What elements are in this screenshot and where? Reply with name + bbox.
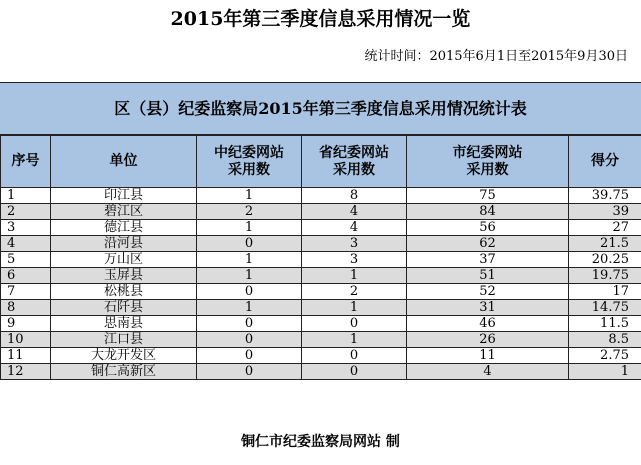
- cell-city[interactable]: 46: [407, 316, 569, 332]
- table-header-row: [1, 136, 641, 188]
- header-city[interactable]: [407, 136, 569, 188]
- header-central-line2: 采用数: [228, 161, 270, 178]
- cell-central[interactable]: 1: [197, 252, 302, 268]
- table-row: [1, 300, 641, 316]
- table-row: [1, 204, 641, 220]
- cell-city[interactable]: 62: [407, 236, 569, 252]
- cell-unit[interactable]: 万山区: [51, 252, 197, 268]
- cell-seq[interactable]: 12: [1, 364, 51, 380]
- table-body: [1, 188, 641, 380]
- cell-city[interactable]: 75: [407, 188, 569, 204]
- cell-unit[interactable]: 思南县: [51, 316, 197, 332]
- header-score[interactable]: 得分: [569, 136, 641, 188]
- cell-province[interactable]: 3: [302, 252, 407, 268]
- table-row: [1, 332, 641, 348]
- cell-unit[interactable]: 石阡县: [51, 300, 197, 316]
- cell-central[interactable]: 0: [197, 236, 302, 252]
- cell-central[interactable]: 0: [197, 284, 302, 300]
- cell-central[interactable]: 2: [197, 204, 302, 220]
- stats-table: [0, 135, 641, 380]
- cell-city[interactable]: 37: [407, 252, 569, 268]
- cell-province[interactable]: 0: [302, 348, 407, 364]
- cell-province[interactable]: 2: [302, 284, 407, 300]
- cell-score[interactable]: 19.75: [569, 268, 641, 284]
- cell-unit[interactable]: 玉屏县: [51, 268, 197, 284]
- footer-credit: 铜仁市纪委监察局网站 制: [241, 434, 400, 450]
- cell-score[interactable]: 14.75: [569, 300, 641, 316]
- stat-time: 统计时间：2015年6月1日至2015年9月30日: [364, 49, 628, 64]
- cell-central[interactable]: 1: [197, 268, 302, 284]
- cell-city[interactable]: 51: [407, 268, 569, 284]
- cell-seq[interactable]: 6: [1, 268, 51, 284]
- cell-score[interactable]: 17: [569, 284, 641, 300]
- cell-central[interactable]: 0: [197, 332, 302, 348]
- table-title-banner: 区（县）纪委监察局2015年第三季度信息采用情况统计表: [0, 82, 641, 135]
- cell-seq[interactable]: 1: [1, 188, 51, 204]
- table-row: [1, 252, 641, 268]
- cell-province[interactable]: 4: [302, 220, 407, 236]
- table-row: [1, 188, 641, 204]
- cell-province[interactable]: 1: [302, 300, 407, 316]
- cell-central[interactable]: 1: [197, 300, 302, 316]
- cell-seq[interactable]: 11: [1, 348, 51, 364]
- table-row: [1, 268, 641, 284]
- table-row: [1, 284, 641, 300]
- cell-city[interactable]: 31: [407, 300, 569, 316]
- cell-unit[interactable]: 碧江区: [51, 204, 197, 220]
- cell-province[interactable]: 1: [302, 268, 407, 284]
- cell-seq[interactable]: 9: [1, 316, 51, 332]
- cell-unit[interactable]: 松桃县: [51, 284, 197, 300]
- cell-province[interactable]: 1: [302, 332, 407, 348]
- cell-seq[interactable]: 8: [1, 300, 51, 316]
- cell-unit[interactable]: 德江县: [51, 220, 197, 236]
- cell-score[interactable]: 8.5: [569, 332, 641, 348]
- cell-score[interactable]: 2.75: [569, 348, 641, 364]
- cell-seq[interactable]: 4: [1, 236, 51, 252]
- table-row: [1, 220, 641, 236]
- cell-score[interactable]: 11.5: [569, 316, 641, 332]
- header-city-line2: 采用数: [466, 161, 509, 178]
- cell-city[interactable]: 56: [407, 220, 569, 236]
- cell-city[interactable]: 4: [407, 364, 569, 380]
- cell-central[interactable]: 0: [197, 316, 302, 332]
- table-row: [1, 236, 641, 252]
- header-city-line1: 市纪委网站: [452, 144, 523, 161]
- cell-score[interactable]: 20.25: [569, 252, 641, 268]
- cell-unit[interactable]: 铜仁高新区: [51, 364, 197, 380]
- cell-score[interactable]: 39.75: [569, 188, 641, 204]
- cell-seq[interactable]: 7: [1, 284, 51, 300]
- cell-score[interactable]: 21.5: [569, 236, 641, 252]
- table-row: [1, 348, 641, 364]
- cell-province[interactable]: 0: [302, 364, 407, 380]
- cell-province[interactable]: 4: [302, 204, 407, 220]
- table-row: [1, 364, 641, 380]
- cell-score[interactable]: 1: [569, 364, 641, 380]
- cell-score[interactable]: 39: [569, 204, 641, 220]
- cell-unit[interactable]: 印江县: [51, 188, 197, 204]
- cell-seq[interactable]: 5: [1, 252, 51, 268]
- header-central[interactable]: [197, 136, 302, 188]
- cell-seq[interactable]: 10: [1, 332, 51, 348]
- cell-province[interactable]: 3: [302, 236, 407, 252]
- cell-seq[interactable]: 2: [1, 204, 51, 220]
- header-seq[interactable]: 序号: [1, 136, 51, 188]
- table-row: [1, 316, 641, 332]
- cell-score[interactable]: 27: [569, 220, 641, 236]
- cell-province[interactable]: 8: [302, 188, 407, 204]
- cell-central[interactable]: 1: [197, 220, 302, 236]
- header-central-line1: 中纪委网站: [214, 144, 284, 161]
- page-title: 2015年第三季度信息采用情况一览: [170, 8, 471, 30]
- cell-unit[interactable]: 江口县: [51, 332, 197, 348]
- header-province-line1: 省纪委网站: [319, 144, 389, 161]
- cell-city[interactable]: 84: [407, 204, 569, 220]
- cell-seq[interactable]: 3: [1, 220, 51, 236]
- cell-unit[interactable]: 大龙开发区: [51, 348, 197, 364]
- cell-city[interactable]: 11: [407, 348, 569, 364]
- cell-province[interactable]: 0: [302, 316, 407, 332]
- cell-city[interactable]: 26: [407, 332, 569, 348]
- header-province-line2: 采用数: [333, 161, 375, 178]
- header-unit[interactable]: 单位: [51, 136, 197, 188]
- cell-unit[interactable]: 沿河县: [51, 236, 197, 252]
- cell-central[interactable]: 1: [197, 188, 302, 204]
- cell-central[interactable]: 0: [197, 364, 302, 380]
- header-province[interactable]: [302, 136, 407, 188]
- cell-city[interactable]: 52: [407, 284, 569, 300]
- cell-central[interactable]: 0: [197, 348, 302, 364]
